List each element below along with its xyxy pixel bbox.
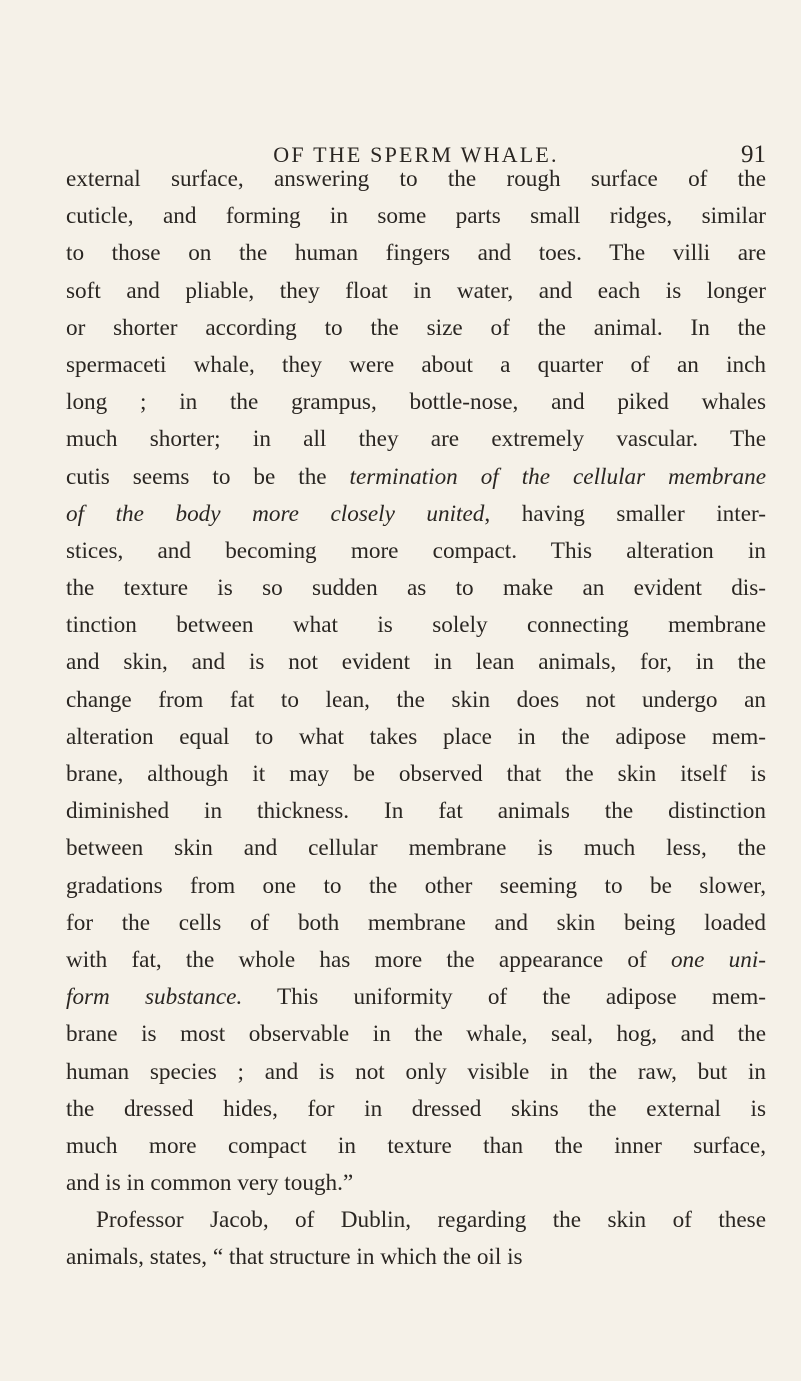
text-line [66, 942, 766, 979]
page-number: 91 [741, 141, 766, 168]
text-line [66, 682, 766, 719]
italic-phrase: termination of the cellular membrane [349, 463, 766, 490]
text-run: brane, although it may be observed that the skin itself is [66, 761, 766, 787]
text-run: the texture is so sudden as to make an evident dis- [66, 575, 766, 602]
text-run: human species ; and is not only visible in the raw, but in [66, 1058, 766, 1085]
text-line [66, 793, 766, 830]
text-run: animals, states, “ that structure in which the oil is [66, 1244, 523, 1271]
text-line [66, 644, 766, 681]
text-line [66, 1239, 766, 1276]
text-run: external surface, answering to the rough surface of the [66, 166, 766, 192]
text-line [66, 1165, 766, 1202]
text-line [66, 1016, 766, 1053]
text-line [66, 459, 766, 496]
text-run: Professor Jacob, of Dublin, regarding the skin of these [96, 1207, 766, 1234]
text-run: diminished in thickness. In fat animals the distinction [66, 798, 766, 825]
text-run: gradations from one to the other seeming to be slower, [66, 872, 766, 899]
text-run: This uniformity of the adipose mem- [242, 984, 766, 1011]
text-run: cutis seems to be the [66, 463, 350, 490]
text-run: and skin, and is not evident in lean animals, for, in the [66, 649, 766, 676]
running-title: OF THE SPERM WHALE. [273, 142, 559, 167]
italic-phrase: form substance. [66, 984, 243, 1011]
text-line [66, 235, 766, 272]
text-run: with fat, the whole has more the appearance of [66, 946, 671, 973]
text-run: the dressed hides, for in dressed skins the external is [66, 1095, 766, 1122]
text-run: tinction between what is solely connecting membrane [66, 612, 766, 639]
text-run: much more compact in texture than the inner surface, [66, 1132, 766, 1159]
text-run: for the cells of both membrane and skin being loaded [66, 909, 766, 936]
italic-phrase: one uni- [670, 946, 766, 973]
text-line [66, 198, 766, 235]
text-run: and is in common very tough.” [66, 1170, 354, 1197]
text-line [66, 1054, 766, 1091]
text-line [66, 384, 766, 421]
text-line [66, 570, 766, 607]
text-run: between skin and cellular membrane is much less, the [66, 835, 766, 862]
text-run: or shorter according to the size of the animal. In the [66, 314, 766, 341]
text-run: much shorter; in all they are extremely vascular. The [66, 426, 766, 453]
text-run: long ; in the grampus, bottle-nose, and piked whales [66, 389, 766, 416]
text-run: cuticle, and forming in some parts small ridges, similar [66, 203, 766, 230]
text-line [66, 1128, 766, 1165]
text-line [66, 533, 766, 570]
text-line [66, 830, 766, 867]
text-line [66, 905, 766, 942]
text-run: , having smaller inter- [484, 500, 766, 527]
italic-phrase: of the body more closely united [66, 500, 485, 527]
text-line [66, 868, 766, 905]
text-line [66, 347, 766, 384]
text-line [66, 719, 766, 756]
text-line [66, 1202, 766, 1239]
text-run: spermaceti whale, they were about a quarter of an inch [66, 351, 766, 378]
text-line [66, 273, 766, 310]
text-line [66, 756, 766, 793]
text-run: alteration equal to what takes place in the adipose mem- [66, 723, 766, 750]
text-run: brane is most observable in the whale, seal, hog, and the [66, 1021, 766, 1048]
text-line [66, 1091, 766, 1128]
text-line [66, 421, 766, 458]
text-line [66, 161, 766, 198]
body-text [66, 161, 766, 1277]
text-run: stices, and becoming more compact. This alteration in [66, 537, 766, 564]
text-line [66, 607, 766, 644]
text-line [66, 496, 766, 533]
text-run: to those on the human fingers and toes. The villi are [66, 240, 766, 267]
text-line [66, 979, 766, 1016]
text-line [66, 310, 766, 347]
text-run: change from fat to lean, the skin does not undergo an [66, 686, 766, 713]
text-run: soft and pliable, they float in water, and each is longer [66, 277, 766, 304]
